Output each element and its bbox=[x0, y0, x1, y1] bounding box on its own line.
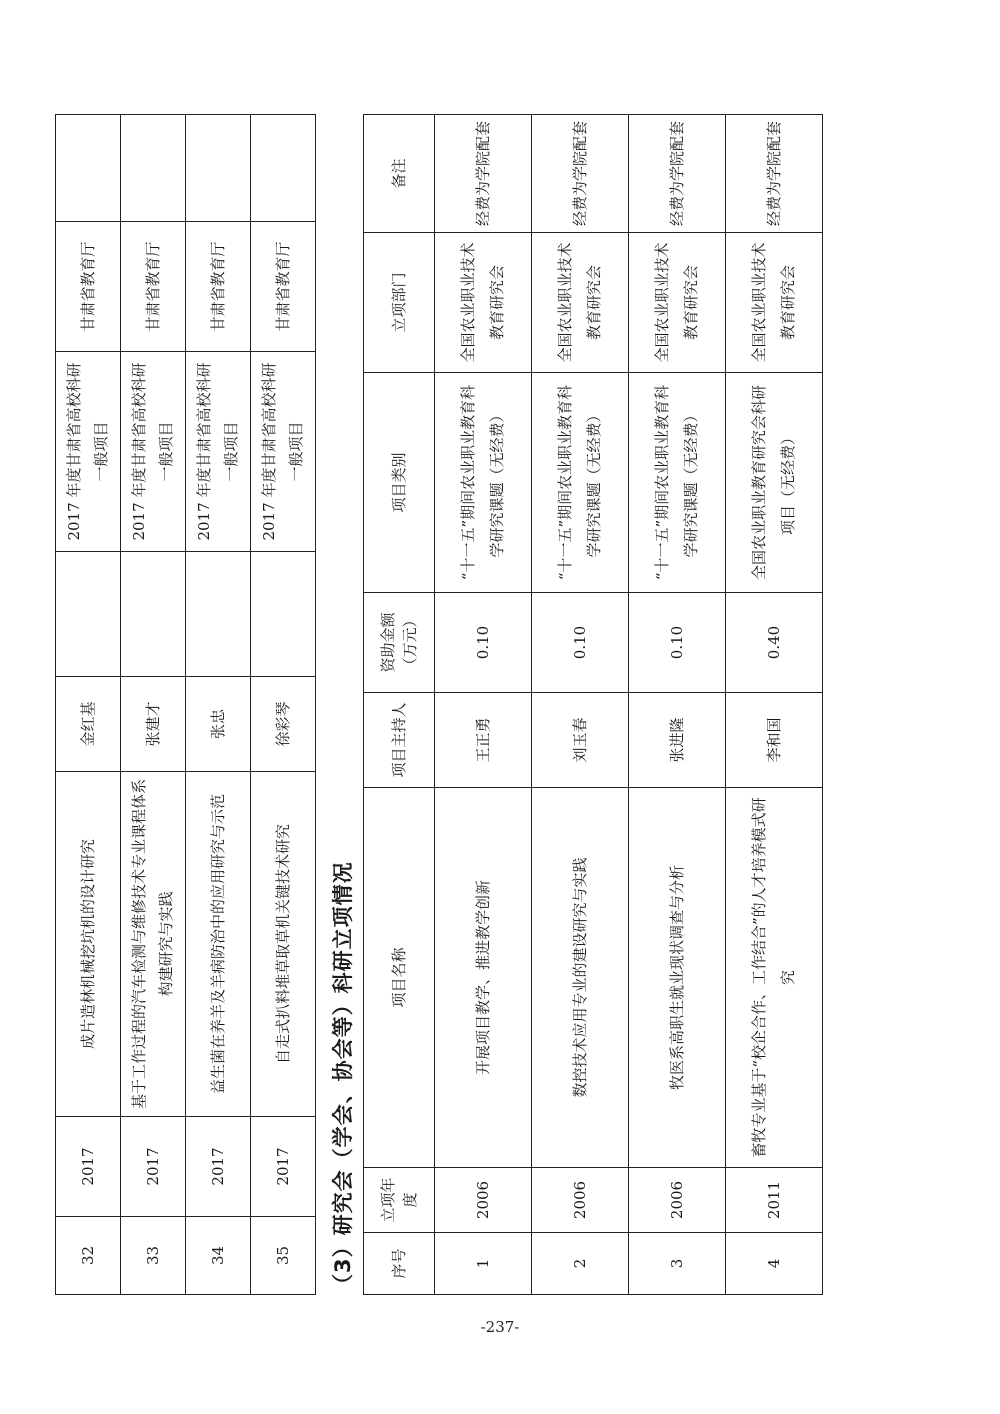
header-dept: 立项部门 bbox=[364, 233, 435, 373]
note-cell: 经费为学院配套 bbox=[435, 115, 532, 233]
project-name-cell: 成片造林机械挖坑机的设计研究 bbox=[56, 772, 121, 1117]
continued-projects-table bbox=[55, 114, 316, 1295]
seq-cell: 3 bbox=[629, 1233, 726, 1295]
table-row bbox=[121, 115, 186, 1295]
seq-cell: 33 bbox=[121, 1217, 186, 1295]
category-cell: “十一五”期间农业职业教育科学研究课题（无经费） bbox=[532, 373, 629, 593]
amount-cell: 0.10 bbox=[629, 593, 726, 693]
amount-cell: 0.10 bbox=[532, 593, 629, 693]
amount-cell bbox=[121, 552, 186, 677]
seq-cell: 32 bbox=[56, 1217, 121, 1295]
table-row bbox=[186, 115, 251, 1295]
table-row bbox=[56, 115, 121, 1295]
category-cell: 全国农业职业教育研究会科研项目（无经费） bbox=[726, 373, 823, 593]
note-cell bbox=[186, 115, 251, 222]
dept-cell: 全国农业职业技术教育研究会 bbox=[532, 233, 629, 373]
host-cell: 刘玉春 bbox=[532, 693, 629, 788]
note-cell: 经费为学院配套 bbox=[629, 115, 726, 233]
seq-cell: 2 bbox=[532, 1233, 629, 1295]
table-row bbox=[629, 115, 726, 1295]
host-cell: 张忠 bbox=[186, 677, 251, 772]
header-note: 备注 bbox=[364, 115, 435, 233]
year-cell: 2017 bbox=[251, 1117, 316, 1217]
project-name-cell: 开展项目教学、推进教学创新 bbox=[435, 788, 532, 1168]
dept-cell: 全国农业职业技术教育研究会 bbox=[629, 233, 726, 373]
category-cell: “十一五”期间农业职业教育科学研究课题（无经费） bbox=[629, 373, 726, 593]
table-row bbox=[251, 115, 316, 1295]
year-cell: 2006 bbox=[629, 1168, 726, 1233]
project-name-cell: 畜牧专业基于“校企合作、工作结合”的人才培养模式研究 bbox=[726, 788, 823, 1168]
year-cell: 2011 bbox=[726, 1168, 823, 1233]
dept-cell: 甘肃省教育厅 bbox=[56, 222, 121, 352]
header-host: 项目主持人 bbox=[364, 693, 435, 788]
table-row bbox=[435, 115, 532, 1295]
amount-cell bbox=[251, 552, 316, 677]
category-cell: 2017 年度甘肃省高校科研一般项目 bbox=[186, 352, 251, 552]
project-name-cell: 牧医系高职生就业现状调查与分析 bbox=[629, 788, 726, 1168]
host-cell: 张建才 bbox=[121, 677, 186, 772]
year-cell: 2017 bbox=[186, 1117, 251, 1217]
host-cell: 徐彩琴 bbox=[251, 677, 316, 772]
host-cell: 金红基 bbox=[56, 677, 121, 772]
category-cell: 2017 年度甘肃省高校科研一般项目 bbox=[56, 352, 121, 552]
project-name-cell: 益生菌在养羊及羊病防治中的应用研究与示范 bbox=[186, 772, 251, 1117]
seq-cell: 4 bbox=[726, 1233, 823, 1295]
table-row bbox=[726, 115, 823, 1295]
page-number: -237- bbox=[480, 1318, 520, 1336]
dept-cell: 甘肃省教育厅 bbox=[186, 222, 251, 352]
dept-cell: 全国农业职业技术教育研究会 bbox=[726, 233, 823, 373]
host-cell: 李和国 bbox=[726, 693, 823, 788]
category-cell: “十一五”期间农业职业教育科学研究课题（无经费） bbox=[435, 373, 532, 593]
project-name-cell: 基于工作过程的汽车检测与维修技术专业课程体系构建研究与实践 bbox=[121, 772, 186, 1117]
table-row bbox=[532, 115, 629, 1295]
note-cell bbox=[121, 115, 186, 222]
note-cell: 经费为学院配套 bbox=[532, 115, 629, 233]
header-seq: 序号 bbox=[364, 1233, 435, 1295]
year-cell: 2017 bbox=[121, 1117, 186, 1217]
table-header-row bbox=[364, 115, 435, 1295]
amount-cell: 0.10 bbox=[435, 593, 532, 693]
header-category: 项目类别 bbox=[364, 373, 435, 593]
host-cell: 张进隆 bbox=[629, 693, 726, 788]
amount-cell bbox=[56, 552, 121, 677]
note-cell: 经费为学院配套 bbox=[726, 115, 823, 233]
project-name-cell: 数控技术应用专业的建设研究与实践 bbox=[532, 788, 629, 1168]
rotated-page-content bbox=[55, 115, 925, 1295]
seq-cell: 34 bbox=[186, 1217, 251, 1295]
note-cell bbox=[251, 115, 316, 222]
project-name-cell: 自走式扒料堆草取草机关键技术研究 bbox=[251, 772, 316, 1117]
year-cell: 2006 bbox=[532, 1168, 629, 1233]
section-heading: （3）研究会（学会、协会等）科研立项情况 bbox=[331, 861, 355, 1295]
seq-cell: 1 bbox=[435, 1233, 532, 1295]
amount-cell: 0.40 bbox=[726, 593, 823, 693]
host-cell: 王正勇 bbox=[435, 693, 532, 788]
dept-cell: 全国农业职业技术教育研究会 bbox=[435, 233, 532, 373]
header-amount: 资助金额（万元） bbox=[364, 593, 435, 693]
seq-cell: 35 bbox=[251, 1217, 316, 1295]
dept-cell: 甘肃省教育厅 bbox=[251, 222, 316, 352]
association-projects-table bbox=[363, 114, 823, 1295]
category-cell: 2017 年度甘肃省高校科研一般项目 bbox=[121, 352, 186, 552]
year-cell: 2006 bbox=[435, 1168, 532, 1233]
header-year: 立项年度 bbox=[364, 1168, 435, 1233]
header-name: 项目名称 bbox=[364, 788, 435, 1168]
amount-cell bbox=[186, 552, 251, 677]
category-cell: 2017 年度甘肃省高校科研一般项目 bbox=[251, 352, 316, 552]
note-cell bbox=[56, 115, 121, 222]
dept-cell: 甘肃省教育厅 bbox=[121, 222, 186, 352]
year-cell: 2017 bbox=[56, 1117, 121, 1217]
